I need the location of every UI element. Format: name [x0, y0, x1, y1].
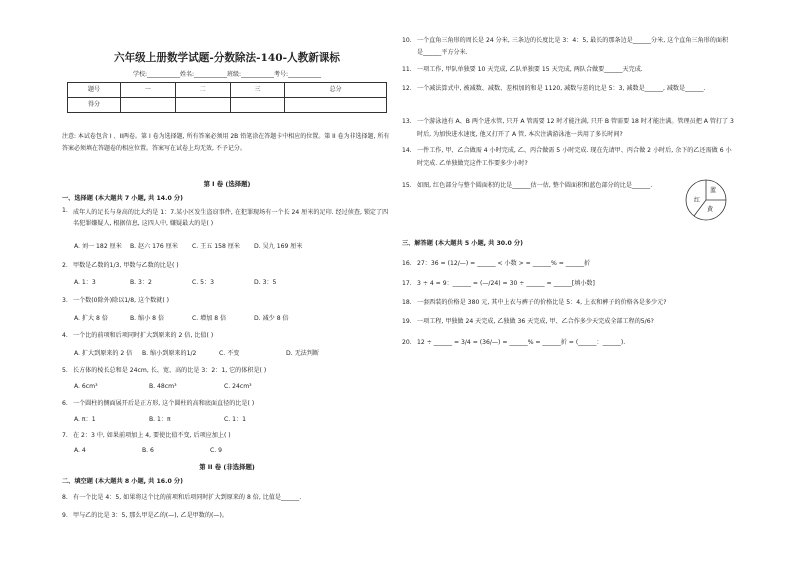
question-text: 在 2：3 中, 如果前项加上 4, 要使比值不变, 后项应加上( ) [73, 432, 231, 439]
question-text: 长方体的棱长总和是 24cm, 长、宽、高的比是 3：2：1, 它的体积是( ) [73, 367, 267, 374]
option-c[interactable]: C. 王五 158 厘米 [192, 243, 241, 250]
option-b[interactable]: B. 赵六 176 厘米 [130, 243, 178, 250]
table-cell: 得分 [68, 98, 121, 113]
question-text: 一项工程, 甲独做 24 天完成, 乙独做 36 天完成, 甲、乙合作多少天完成全部工程的5/6? [417, 318, 654, 325]
page-title: 六年级上册数学试题-分数除法-140-人教新课标 [114, 52, 340, 64]
question-text: 如图, 红色部分与整个圆面积的比是______估一估, 整个圆面积和蓝色部分的比是______. [417, 182, 653, 189]
question-text: 一套西装的价格是 380 元, 其中上衣与裤子的价格比是 5：4, 上衣和裤子的价格各是多少元? [417, 299, 667, 306]
option-a[interactable]: A. 1：3 [74, 279, 96, 286]
table-cell: 总分 [285, 83, 387, 98]
pie-label-blue: 蓝 [710, 187, 717, 194]
option-d[interactable]: D. 吴九 169 厘米 [254, 243, 303, 250]
option-b[interactable]: B. 48cm³ [149, 383, 177, 390]
question-text: 一个比的前项和后项同时扩大到原来的 2 倍, 比值( ) [73, 332, 214, 339]
option-a[interactable]: A. 4 [74, 447, 86, 454]
question-number: 19. [402, 318, 412, 325]
score-table-row [68, 83, 387, 98]
part-2-heading: 二、填空题 (本大题共 8 小题, 共 16.0 分) [62, 478, 183, 485]
question-number: 3. [62, 297, 68, 304]
option-c[interactable]: C. 9 [210, 447, 223, 454]
score-table [67, 82, 387, 113]
question-number: 11. [402, 66, 412, 73]
question-text: 12 ÷ ______ = 3/4 = (36/—) = ______% = ______折 = (______：______). [417, 339, 626, 346]
option-a[interactable]: A. 扩大 8 倍 [74, 315, 108, 322]
table-cell: 三 [230, 83, 285, 98]
question-number: 12. [402, 85, 412, 92]
volume-1-heading: 第 I 卷 (选择题) [203, 180, 251, 188]
question-text: 一个直角三角形的周长是 24 分米, 三条边的长度比是 3：4：5, 最长的那条边是______分米, 这个直角三角形的面积是______平方分米. [417, 37, 729, 56]
option-b[interactable]: B. 缩小到原来的1/2 [142, 350, 197, 357]
question-number: 8. [62, 494, 68, 501]
volume-2-heading: 第 II 卷 (非选择题) [199, 463, 255, 471]
option-c[interactable]: C. 增加 8 倍 [192, 315, 227, 322]
question-number: 18. [402, 299, 412, 306]
question-number: 10. [402, 37, 412, 44]
table-cell: 题号 [68, 83, 121, 98]
question-number: 9. [62, 512, 68, 519]
pie-label-yellow: 黄 [707, 206, 714, 213]
question-number: 6. [62, 400, 68, 407]
question-text: 一个数(0除外)除以1/8, 这个数就( ) [73, 297, 170, 304]
option-c[interactable]: C. 24cm³ [224, 383, 252, 390]
part-1-heading: 一、选择题 (本大题共 7 小题, 共 14.0 分) [62, 195, 183, 202]
pie-figure [684, 178, 728, 222]
question-text: 甲与乙的比是 3：5, 那么甲是乙的(—), 乙是甲数的(—)。 [73, 512, 228, 519]
option-c[interactable]: C. 5：3 [192, 279, 214, 286]
option-b[interactable]: B. 1：π [149, 416, 171, 423]
question-number: 20. [402, 339, 412, 346]
option-d[interactable]: D. 3：5 [254, 279, 277, 286]
question-text: 3 ÷ 4 = 9：______ = (—/24) = 30 ÷ ______ = ______[填小数] [417, 280, 595, 287]
question-number: 13. [402, 118, 412, 125]
part-3-heading: 三、解答题 (本大题共 5 小题, 共 30.0 分) [402, 240, 523, 247]
table-cell-blank[interactable] [175, 98, 230, 113]
question-text: 27：36 = (12/—) = ______ < 小数 > = ______% = ______折 [417, 260, 591, 267]
table-cell-blank[interactable] [285, 98, 387, 113]
question-number: 1. [62, 207, 68, 214]
score-table-row [68, 98, 387, 113]
question-text: 甲数是乙数的1/3, 甲数与乙数的比是( ) [73, 262, 179, 269]
question-number: 14. [402, 147, 412, 154]
question-number: 17. [402, 280, 412, 287]
option-a[interactable]: A. 刘一 182 厘米 [74, 243, 122, 250]
question-text: 有一个比是 4：5, 如果将这个比的前项和后项同时扩大到原来的 8 倍, 比值是______. [73, 494, 302, 501]
student-info-line: 学校:___________姓名:___________班级:___________考号:___________ [132, 71, 322, 78]
option-c[interactable]: C. 不变 [219, 350, 240, 357]
option-c[interactable]: C. 1：1 [224, 416, 246, 423]
option-d[interactable]: D. 减少 8 倍 [254, 315, 289, 322]
question-number: 16. [402, 260, 412, 267]
option-a[interactable]: A. π：1 [74, 416, 96, 423]
exam-notice: 注意: 本试卷包含 I 、II两卷。第 I 卷为选择题, 所有答案必须用 2B 铅笔涂在答题卡中相应的位置。第 II 卷为非选择题, 所有答案必须填在答题卷的相应位置。答案写在试卷上均无效, 不予记分。 [62, 133, 390, 152]
question-text: 成年人的足长与身高的比大约是 1：7.某小区发生盗窃事件, 在犯罪现场有一个长 24 厘米的足印. 经过侦查, 锁定了四名犯罪嫌疑人, 根据信息, 这四人中, 嫌疑最大的是( ) [73, 209, 389, 227]
table-cell: 一 [121, 83, 176, 98]
question-number: 15. [402, 182, 412, 189]
pie-label-red: 红 [694, 197, 701, 204]
option-a[interactable]: A. 6cm³ [74, 383, 98, 390]
question-text: 一件工作, 甲、乙合做需 4 小时完成, 乙、丙合做需 5 小时完成. 现在先请甲、丙合做 2 小时后, 余下的乙还需做 6 小时完成. 乙单独做完这件工作要多少小时? [417, 147, 732, 167]
question-number: 2. [62, 262, 68, 269]
question-number: 5. [62, 367, 68, 374]
table-cell-blank[interactable] [230, 98, 285, 113]
table-cell-blank[interactable] [121, 98, 176, 113]
question-text: 一个减法算式中, 被减数、减数、差相加的和是 1120, 减数与差的比是 5：3, 减数是______, 减数是______. [417, 85, 706, 92]
question-text: 一个游泳池有 A、B 两个进水管, 只开 A 管需要 12 时才能注满, 只开 B 管需要 18 时才能注满。管理员把 A 管打了 3 时后, 为加快进水速度, 他又打开了 A 管, 本次注满游泳池一共用了多长时间? [417, 118, 734, 138]
option-b[interactable]: B. 6 [142, 447, 154, 454]
option-b[interactable]: B. 缩小 8 倍 [130, 315, 165, 322]
question-number: 4. [62, 332, 68, 339]
table-cell: 二 [175, 83, 230, 98]
question-text: 一项工作, 甲队单独要 10 天完成, 乙队单独要 15 天完成, 两队合做要______天完成. [417, 66, 643, 73]
question-number: 7. [62, 432, 68, 439]
option-b[interactable]: B. 3：2 [130, 279, 152, 286]
option-d[interactable]: D. 无法判断 [286, 350, 319, 357]
option-a[interactable]: A. 扩大到原来的 2 倍 [74, 350, 133, 357]
question-text: 一个圆柱的侧面展开后是正方形, 这个圆柱的高和底面直径的比是( ) [73, 400, 255, 407]
